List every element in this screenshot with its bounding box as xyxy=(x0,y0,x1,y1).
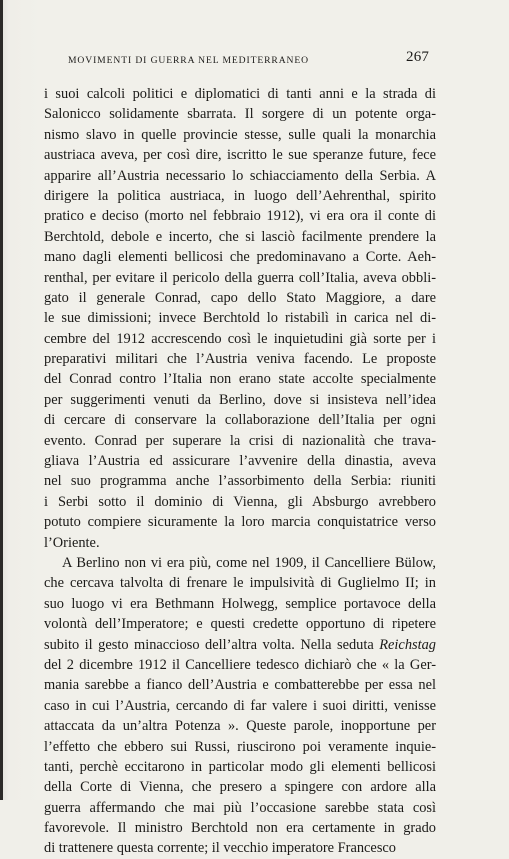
text-line: nismo slavo in quelle provincie stesse, sulle quali la monarchia xyxy=(44,126,436,143)
text-line: suo luogo vi era Bethmann Holwegg, semplice portavoce della xyxy=(44,595,436,612)
text-line: cembre del 1912 accrescendo così le inquietudini già sorte per i xyxy=(44,330,436,347)
text-line: di cercare di conservare la collaborazione dell’Italia per ogni xyxy=(44,412,436,429)
text-line: preparativi militari che l’Austria veniva facendo. Le proposte xyxy=(44,351,436,368)
text-line: che cercava talvolta di frenare le impulsività di Guglielmo II; in xyxy=(44,575,436,592)
text-line: l’Oriente. xyxy=(44,534,100,551)
text-line: del Conrad contro l’Italia non erano state accolte specialmente xyxy=(44,371,436,388)
text-line: l’effetto che ebbero sui Russi, riuscirono poi veramente inquie- xyxy=(44,738,436,755)
text-line: Salonicco solidamente sbarrata. Il sorgere di un potente orga- xyxy=(44,106,436,123)
text-line: gliava l’Austria ed assicurare l’avvenire della dinastia, aveva xyxy=(44,453,436,470)
text-line: mania sarebbe a fianco dell’Austria e combatterebbe per essa nel xyxy=(44,677,436,694)
text-line: di trattenere questa corrente; il vecchio imperatore Francesco xyxy=(44,840,397,857)
text-line: tanti, perchè eccitarono in particolar modo gli elementi bellicosi xyxy=(44,758,436,775)
paragraph-first-line: A Berlino non vi era più, come nel 1909, il Cancelliere Bülow, xyxy=(62,554,436,571)
text-line: Berchtold, debole e incerto, che si lasciò facilmente prendere la xyxy=(44,228,436,245)
text-line: potuto compiere sicuramente la loro marcia conquistatrice verso xyxy=(44,514,436,531)
text-line: attaccata da un’altra Potenza ». Queste parole, inopportune per xyxy=(44,718,436,735)
text-line: i Serbi sotto il dominio di Vienna, gli Absburgo avrebbero xyxy=(44,493,436,510)
text-line: guerra affermando che mai più l’occasione sarebbe stata così xyxy=(44,799,436,816)
page-number: 267 xyxy=(406,49,430,65)
text-line: dirigere la politica austriaca, in luogo dell’Aehrenthal, spirito xyxy=(44,187,436,204)
text-line: volontà dell’Imperatore; e questi credette opportuno di ripetere xyxy=(44,616,436,633)
running-head-title: MOVIMENTI DI GUERRA NEL MEDITERRANEO xyxy=(68,55,309,66)
text-line: del 2 dicembre 1912 il Cancelliere tedesco dichiarò che « la Ger- xyxy=(44,656,436,673)
text-line: austriaca aveva, per così dire, iscritto le sue speranze future, fece xyxy=(44,147,436,164)
text-line: pratico e deciso (morto nel febbraio 1912), vi era ora il conte di xyxy=(44,208,436,225)
text-line: nel suo programma anche l’assorbimento della Serbia: riuniti xyxy=(44,473,436,490)
text-line: favorevole. Il ministro Berchtold non era certamente in grado xyxy=(44,820,436,837)
text-line: della Corte di Vienna, che presero a spingere con ardore alla xyxy=(44,779,436,796)
text-line: i suoi calcoli politici e diplomatici di tanti anni e la strada di xyxy=(44,86,436,102)
body-text xyxy=(44,84,436,859)
text-line: gato il generale Conrad, capo dello Stato Maggiore, a dare xyxy=(44,289,436,306)
text-line: mano dagli elementi bellicosi che predominavano a Corte. Aeh- xyxy=(44,249,436,266)
text-line: caso in cui l’Austria, cercando di far valere i suoi diritti, venisse xyxy=(44,697,436,714)
text-line: apparire all’Austria necessario lo schiacciamento della Serbia. A xyxy=(44,167,436,184)
text-line: renthal, per evitare il pericolo della guerra coll’Italia, aveva obbli- xyxy=(44,269,436,286)
text-line: per suggerimenti venuti da Berlino, dove si insisteva nell’idea xyxy=(44,391,436,408)
text-line-with-italic: subito il gesto minaccioso dell’altra volta. Nella seduta Reichstag xyxy=(44,636,436,653)
text-line: evento. Conrad per superare la crisi di nazionalità che trava- xyxy=(44,432,436,449)
italic-term: Reichstag xyxy=(379,636,436,653)
text-line: le sue dimissioni; invece Berchtold lo ristabilì in carica nel di- xyxy=(44,310,436,327)
